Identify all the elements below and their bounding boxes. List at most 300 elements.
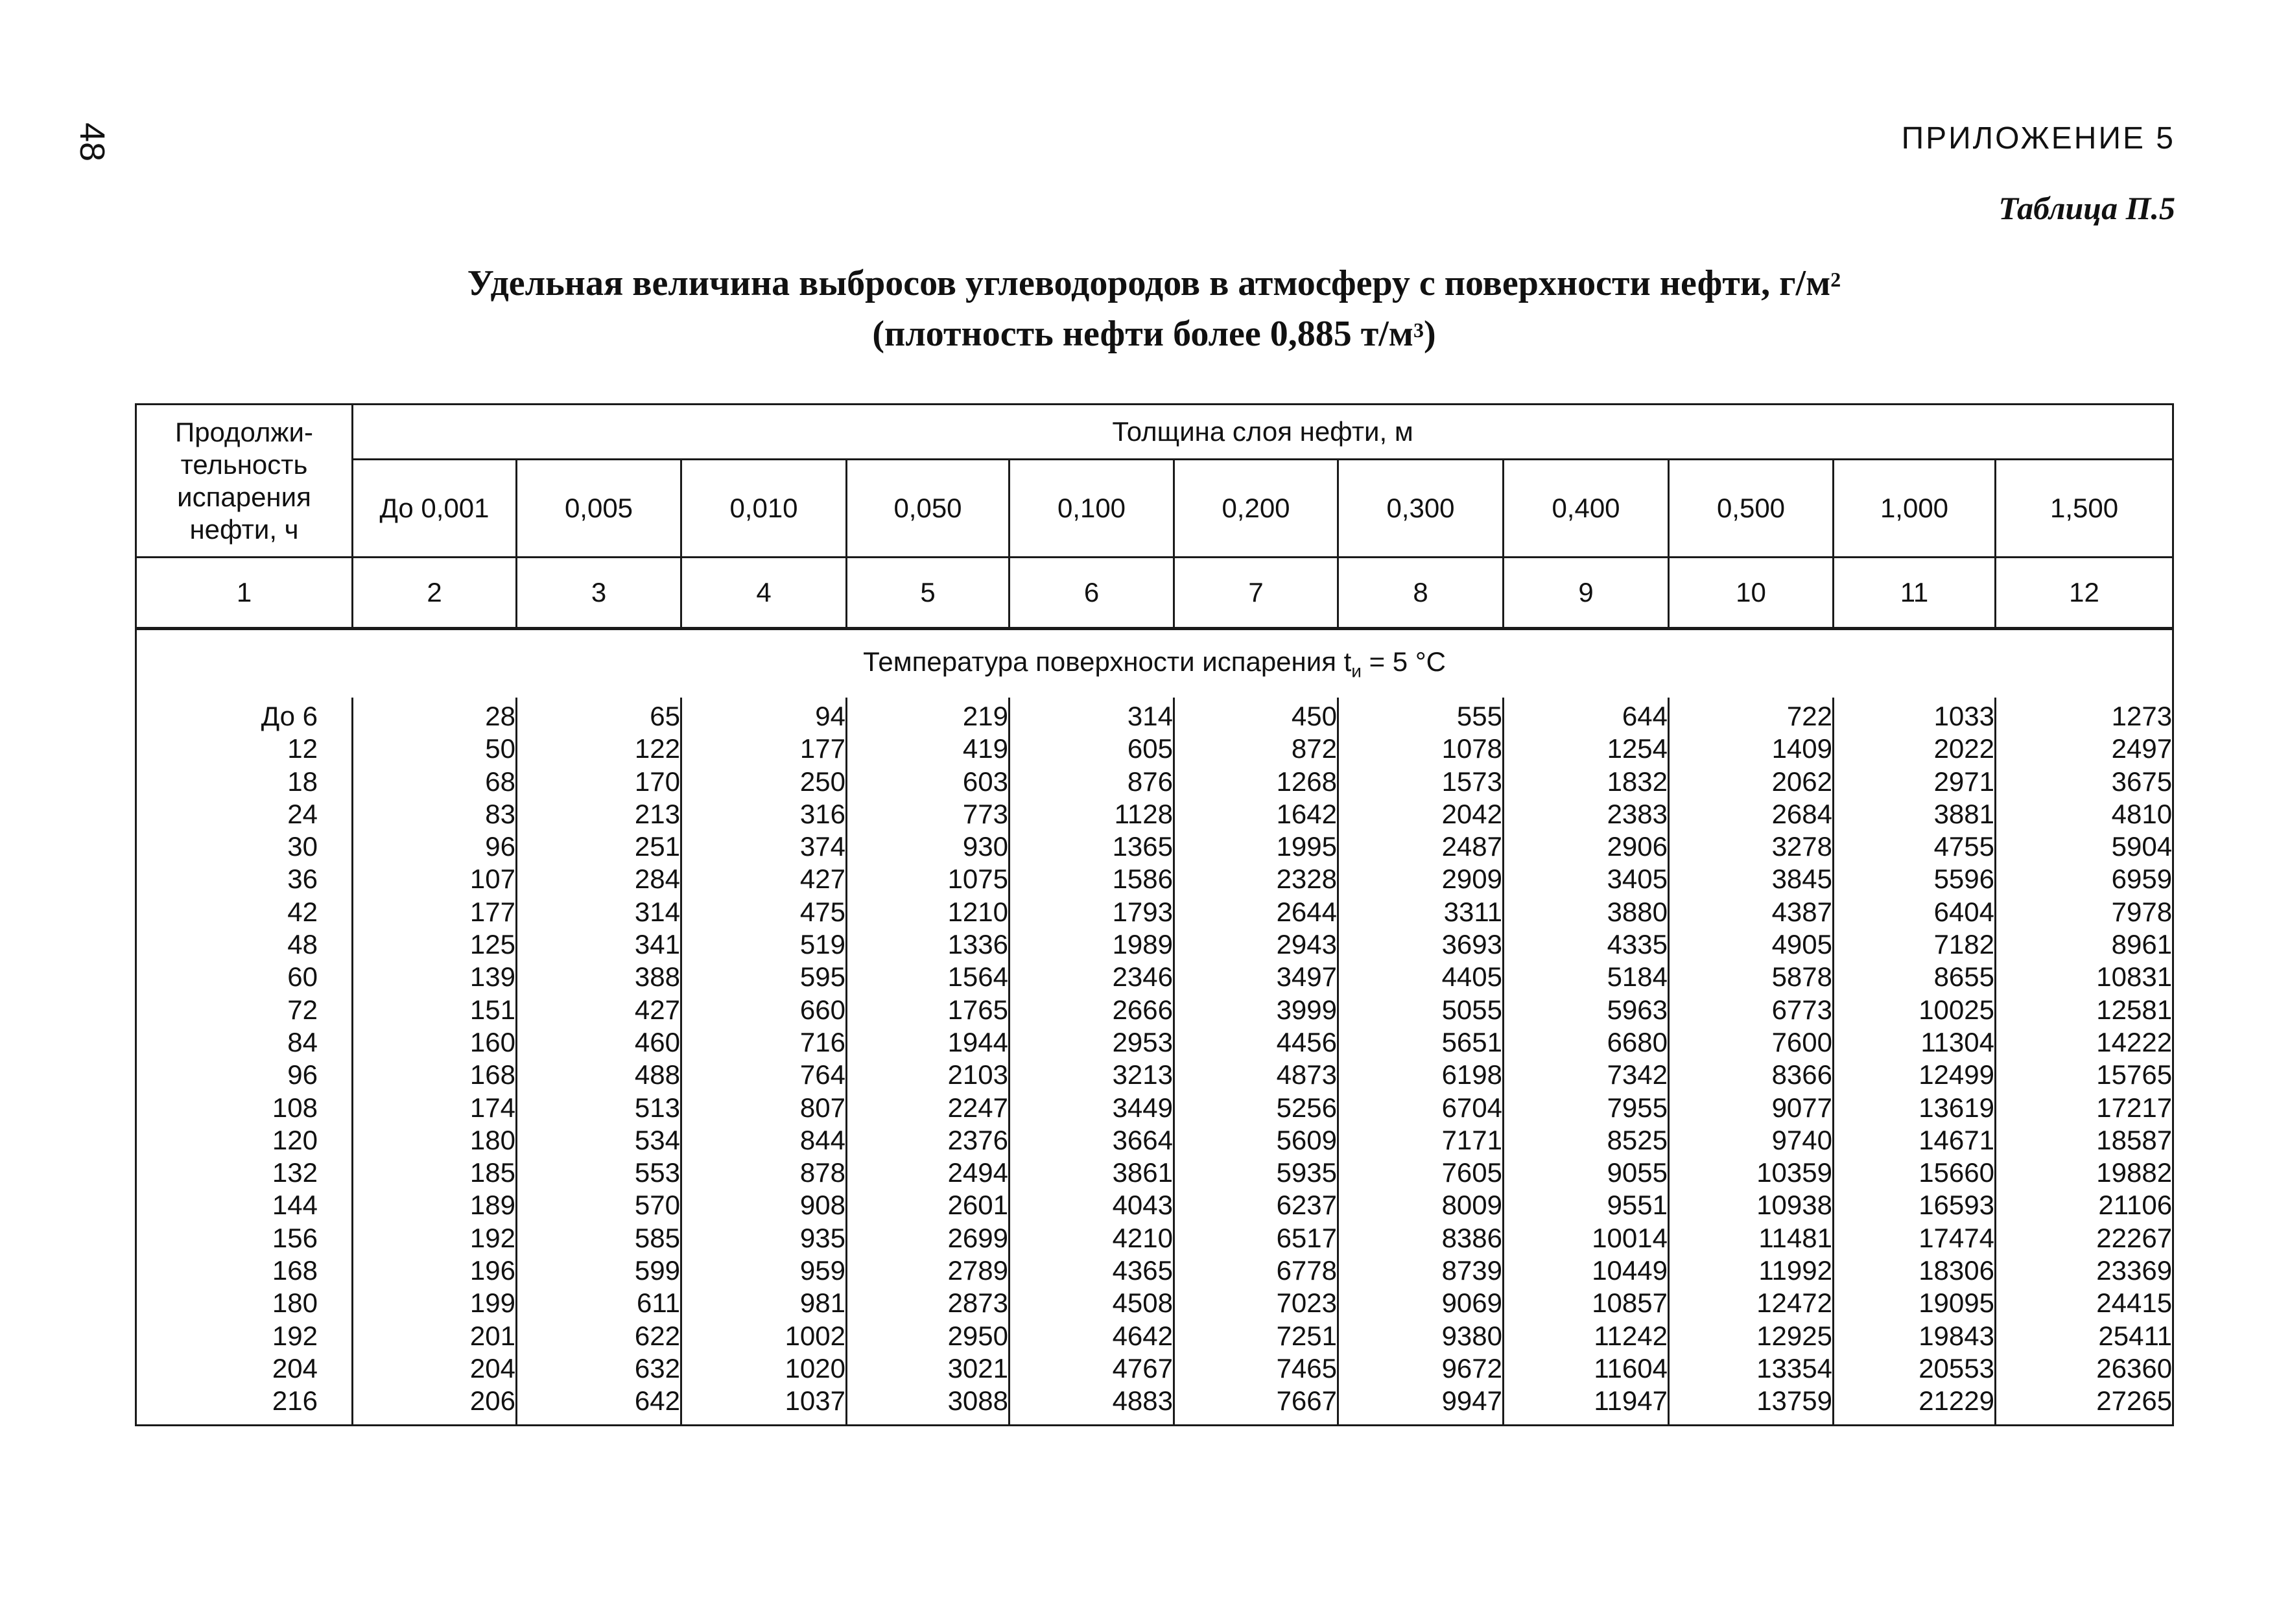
value-cell: 959 bbox=[681, 1254, 847, 1287]
value-cell: 250 bbox=[681, 766, 847, 798]
value-cell: 3497 bbox=[1174, 961, 1338, 993]
value-cell: 11992 bbox=[1669, 1254, 1834, 1287]
value-cell: 5963 bbox=[1504, 994, 1669, 1026]
value-cell: 844 bbox=[681, 1124, 847, 1157]
value-cell: 9672 bbox=[1338, 1352, 1504, 1385]
table-row bbox=[136, 1287, 2173, 1319]
value-cell: 2346 bbox=[1010, 961, 1174, 993]
value-cell: 9069 bbox=[1338, 1287, 1504, 1319]
value-cell: 4387 bbox=[1669, 896, 1834, 928]
value-cell: 2644 bbox=[1174, 896, 1338, 928]
value-cell: 9380 bbox=[1338, 1320, 1504, 1352]
table-row bbox=[136, 1320, 2173, 1352]
value-cell: 5878 bbox=[1669, 961, 1834, 993]
duration-cell: 84 bbox=[136, 1026, 353, 1059]
value-cell: 15765 bbox=[1996, 1059, 2173, 1091]
value-cell: 1586 bbox=[1010, 863, 1174, 895]
table-row bbox=[136, 766, 2173, 798]
value-cell: 1765 bbox=[847, 994, 1010, 1026]
value-cell: 7182 bbox=[1834, 928, 1996, 961]
thickness-header: 0,300 bbox=[1338, 460, 1504, 558]
value-cell: 10359 bbox=[1669, 1157, 1834, 1189]
value-cell: 6517 bbox=[1174, 1222, 1338, 1254]
value-cell: 2487 bbox=[1338, 830, 1504, 863]
value-cell: 876 bbox=[1010, 766, 1174, 798]
value-cell: 4043 bbox=[1010, 1189, 1174, 1221]
value-cell: 2383 bbox=[1504, 798, 1669, 830]
value-cell: 4508 bbox=[1010, 1287, 1174, 1319]
value-cell: 9947 bbox=[1338, 1385, 1504, 1425]
value-cell: 7600 bbox=[1669, 1026, 1834, 1059]
value-cell: 10857 bbox=[1504, 1287, 1669, 1319]
duration-cell: 156 bbox=[136, 1222, 353, 1254]
value-cell: 716 bbox=[681, 1026, 847, 1059]
value-cell: 28 bbox=[353, 698, 517, 733]
value-cell: 15660 bbox=[1834, 1157, 1996, 1189]
column-number: 9 bbox=[1504, 558, 1669, 629]
value-cell: 6237 bbox=[1174, 1189, 1338, 1221]
value-cell: 599 bbox=[517, 1254, 681, 1287]
value-cell: 2328 bbox=[1174, 863, 1338, 895]
value-cell: 878 bbox=[681, 1157, 847, 1189]
value-cell: 981 bbox=[681, 1287, 847, 1319]
value-cell: 201 bbox=[353, 1320, 517, 1352]
value-cell: 622 bbox=[517, 1320, 681, 1352]
duration-cell: 72 bbox=[136, 994, 353, 1026]
value-cell: 1365 bbox=[1010, 830, 1174, 863]
value-cell: 4365 bbox=[1010, 1254, 1174, 1287]
table-title bbox=[259, 258, 2049, 359]
duration-cell: До 6 bbox=[136, 698, 353, 733]
header-row-thickness bbox=[136, 460, 2173, 558]
value-cell: 7171 bbox=[1338, 1124, 1504, 1157]
thickness-group-header: Толщина слоя нефти, м bbox=[353, 405, 2173, 460]
value-cell: 427 bbox=[681, 863, 847, 895]
value-cell: 2497 bbox=[1996, 733, 2173, 765]
value-cell: 8386 bbox=[1338, 1222, 1504, 1254]
value-cell: 4642 bbox=[1010, 1320, 1174, 1352]
value-cell: 2042 bbox=[1338, 798, 1504, 830]
value-cell: 1944 bbox=[847, 1026, 1010, 1059]
value-cell: 1033 bbox=[1834, 698, 1996, 733]
value-cell: 3880 bbox=[1504, 896, 1669, 928]
value-cell: 1254 bbox=[1504, 733, 1669, 765]
value-cell: 18306 bbox=[1834, 1254, 1996, 1287]
value-cell: 17474 bbox=[1834, 1222, 1996, 1254]
column-number: 11 bbox=[1834, 558, 1996, 629]
duration-cell: 48 bbox=[136, 928, 353, 961]
value-cell: 314 bbox=[1010, 698, 1174, 733]
value-cell: 7667 bbox=[1174, 1385, 1338, 1425]
thickness-header: 1,500 bbox=[1996, 460, 2173, 558]
value-cell: 935 bbox=[681, 1222, 847, 1254]
value-cell: 10449 bbox=[1504, 1254, 1669, 1287]
value-cell: 12581 bbox=[1996, 994, 2173, 1026]
value-cell: 1409 bbox=[1669, 733, 1834, 765]
value-cell: 11304 bbox=[1834, 1026, 1996, 1059]
value-cell: 1989 bbox=[1010, 928, 1174, 961]
value-cell: 2789 bbox=[847, 1254, 1010, 1287]
value-cell: 3021 bbox=[847, 1352, 1010, 1385]
value-cell: 94 bbox=[681, 698, 847, 733]
value-cell: 341 bbox=[517, 928, 681, 961]
value-cell: 83 bbox=[353, 798, 517, 830]
value-cell: 14671 bbox=[1834, 1124, 1996, 1157]
value-cell: 1793 bbox=[1010, 896, 1174, 928]
value-cell: 8739 bbox=[1338, 1254, 1504, 1287]
value-cell: 2494 bbox=[847, 1157, 1010, 1189]
value-cell: 10014 bbox=[1504, 1222, 1669, 1254]
value-cell: 5184 bbox=[1504, 961, 1669, 993]
value-cell: 65 bbox=[517, 698, 681, 733]
value-cell: 8366 bbox=[1669, 1059, 1834, 1091]
value-cell: 585 bbox=[517, 1222, 681, 1254]
value-cell: 1075 bbox=[847, 863, 1010, 895]
value-cell: 2103 bbox=[847, 1059, 1010, 1091]
value-cell: 199 bbox=[353, 1287, 517, 1319]
value-cell: 13759 bbox=[1669, 1385, 1834, 1425]
value-cell: 7023 bbox=[1174, 1287, 1338, 1319]
value-cell: 2247 bbox=[847, 1092, 1010, 1124]
value-cell: 4335 bbox=[1504, 928, 1669, 961]
value-cell: 24415 bbox=[1996, 1287, 2173, 1319]
value-cell: 11242 bbox=[1504, 1320, 1669, 1352]
value-cell: 8009 bbox=[1338, 1189, 1504, 1221]
section-temperature-label bbox=[136, 629, 2173, 698]
thickness-header: 0,050 bbox=[847, 460, 1010, 558]
value-cell: 2953 bbox=[1010, 1026, 1174, 1059]
value-cell: 180 bbox=[353, 1124, 517, 1157]
table-row bbox=[136, 1385, 2173, 1425]
table-row bbox=[136, 733, 2173, 765]
duration-cell: 24 bbox=[136, 798, 353, 830]
table-row bbox=[136, 798, 2173, 830]
thickness-header: 1,000 bbox=[1834, 460, 1996, 558]
table-row bbox=[136, 863, 2173, 895]
value-cell: 2022 bbox=[1834, 733, 1996, 765]
value-cell: 4210 bbox=[1010, 1222, 1174, 1254]
value-cell: 1078 bbox=[1338, 733, 1504, 765]
title-line-2-end: ) bbox=[1423, 314, 1436, 354]
value-cell: 12925 bbox=[1669, 1320, 1834, 1352]
duration-cell: 192 bbox=[136, 1320, 353, 1352]
table-row bbox=[136, 1092, 2173, 1124]
value-cell: 3278 bbox=[1669, 830, 1834, 863]
duration-cell: 144 bbox=[136, 1189, 353, 1221]
value-cell: 50 bbox=[353, 733, 517, 765]
value-cell: 20553 bbox=[1834, 1352, 1996, 1385]
duration-cell: 12 bbox=[136, 733, 353, 765]
value-cell: 5651 bbox=[1338, 1026, 1504, 1059]
table-row bbox=[136, 1124, 2173, 1157]
value-cell: 605 bbox=[1010, 733, 1174, 765]
value-cell: 16593 bbox=[1834, 1189, 1996, 1221]
value-cell: 139 bbox=[353, 961, 517, 993]
value-cell: 3088 bbox=[847, 1385, 1010, 1425]
value-cell: 17217 bbox=[1996, 1092, 2173, 1124]
value-cell: 10025 bbox=[1834, 994, 1996, 1026]
value-cell: 177 bbox=[681, 733, 847, 765]
value-cell: 9740 bbox=[1669, 1124, 1834, 1157]
duration-cell: 108 bbox=[136, 1092, 353, 1124]
value-cell: 611 bbox=[517, 1287, 681, 1319]
value-cell: 872 bbox=[1174, 733, 1338, 765]
duration-cell: 60 bbox=[136, 961, 353, 993]
value-cell: 2971 bbox=[1834, 766, 1996, 798]
table-row bbox=[136, 698, 2173, 733]
value-cell: 930 bbox=[847, 830, 1010, 863]
value-cell: 11947 bbox=[1504, 1385, 1669, 1425]
value-cell: 18587 bbox=[1996, 1124, 2173, 1157]
column-number: 4 bbox=[681, 558, 847, 629]
value-cell: 5596 bbox=[1834, 863, 1996, 895]
value-cell: 2873 bbox=[847, 1287, 1010, 1319]
value-cell: 251 bbox=[517, 830, 681, 863]
table-row bbox=[136, 1222, 2173, 1254]
table-row bbox=[136, 1026, 2173, 1059]
value-cell: 427 bbox=[517, 994, 681, 1026]
column-number: 10 bbox=[1669, 558, 1834, 629]
value-cell: 10938 bbox=[1669, 1189, 1834, 1221]
value-cell: 9077 bbox=[1669, 1092, 1834, 1124]
value-cell: 3861 bbox=[1010, 1157, 1174, 1189]
value-cell: 6680 bbox=[1504, 1026, 1669, 1059]
header-row-group bbox=[136, 405, 2173, 460]
value-cell: 25411 bbox=[1996, 1320, 2173, 1352]
value-cell: 6198 bbox=[1338, 1059, 1504, 1091]
value-cell: 773 bbox=[847, 798, 1010, 830]
value-cell: 1273 bbox=[1996, 698, 2173, 733]
table-row bbox=[136, 830, 2173, 863]
value-cell: 5256 bbox=[1174, 1092, 1338, 1124]
value-cell: 460 bbox=[517, 1026, 681, 1059]
value-cell: 8655 bbox=[1834, 961, 1996, 993]
value-cell: 5904 bbox=[1996, 830, 2173, 863]
value-cell: 3675 bbox=[1996, 766, 2173, 798]
value-cell: 1832 bbox=[1504, 766, 1669, 798]
table-row bbox=[136, 896, 2173, 928]
value-cell: 722 bbox=[1669, 698, 1834, 733]
duration-cell: 96 bbox=[136, 1059, 353, 1091]
value-cell: 7465 bbox=[1174, 1352, 1338, 1385]
header-row-column-numbers bbox=[136, 558, 2173, 629]
column-number: 6 bbox=[1010, 558, 1174, 629]
value-cell: 22267 bbox=[1996, 1222, 2173, 1254]
table-row bbox=[136, 1189, 2173, 1221]
value-cell: 642 bbox=[517, 1385, 681, 1425]
column-number: 12 bbox=[1996, 558, 2173, 629]
duration-cell: 168 bbox=[136, 1254, 353, 1287]
table-row bbox=[136, 1059, 2173, 1091]
value-cell: 3693 bbox=[1338, 928, 1504, 961]
value-cell: 1573 bbox=[1338, 766, 1504, 798]
value-cell: 12472 bbox=[1669, 1287, 1834, 1319]
section-suffix: = 5 °С bbox=[1361, 646, 1446, 677]
value-cell: 2666 bbox=[1010, 994, 1174, 1026]
value-cell: 807 bbox=[681, 1092, 847, 1124]
value-cell: 1020 bbox=[681, 1352, 847, 1385]
value-cell: 8525 bbox=[1504, 1124, 1669, 1157]
value-cell: 374 bbox=[681, 830, 847, 863]
value-cell: 10831 bbox=[1996, 961, 2173, 993]
value-cell: 553 bbox=[517, 1157, 681, 1189]
title-line-2 bbox=[259, 309, 2049, 359]
value-cell: 206 bbox=[353, 1385, 517, 1425]
value-cell: 1210 bbox=[847, 896, 1010, 928]
column-number: 7 bbox=[1174, 558, 1338, 629]
value-cell: 1564 bbox=[847, 961, 1010, 993]
title-line-1-text: Удельная величина выбросов углеводородов в атмосферу с поверхности нефти, г/м bbox=[467, 263, 1831, 303]
table-row bbox=[136, 1254, 2173, 1287]
thickness-header: 0,100 bbox=[1010, 460, 1174, 558]
value-cell: 1037 bbox=[681, 1385, 847, 1425]
value-cell: 96 bbox=[353, 830, 517, 863]
value-cell: 908 bbox=[681, 1189, 847, 1221]
value-cell: 2943 bbox=[1174, 928, 1338, 961]
value-cell: 189 bbox=[353, 1189, 517, 1221]
duration-cell: 18 bbox=[136, 766, 353, 798]
value-cell: 160 bbox=[353, 1026, 517, 1059]
section-text: Температура поверхности испарения t bbox=[863, 646, 1352, 677]
column-number: 1 bbox=[136, 558, 353, 629]
value-cell: 8961 bbox=[1996, 928, 2173, 961]
value-cell: 2062 bbox=[1669, 766, 1834, 798]
appendix-heading: ПРИЛОЖЕНИЕ 5 bbox=[1901, 121, 2175, 156]
value-cell: 5055 bbox=[1338, 994, 1504, 1026]
emissions-table bbox=[135, 403, 2174, 1426]
value-cell: 4810 bbox=[1996, 798, 2173, 830]
value-cell: 1336 bbox=[847, 928, 1010, 961]
value-cell: 204 bbox=[353, 1352, 517, 1385]
duration-cell: 180 bbox=[136, 1287, 353, 1319]
value-cell: 3845 bbox=[1669, 863, 1834, 895]
duration-cell: 204 bbox=[136, 1352, 353, 1385]
column-number: 2 bbox=[353, 558, 517, 629]
duration-cell: 132 bbox=[136, 1157, 353, 1189]
value-cell: 7342 bbox=[1504, 1059, 1669, 1091]
value-cell: 3999 bbox=[1174, 994, 1338, 1026]
value-cell: 11481 bbox=[1669, 1222, 1834, 1254]
value-cell: 19843 bbox=[1834, 1320, 1996, 1352]
value-cell: 1995 bbox=[1174, 830, 1338, 863]
value-cell: 3881 bbox=[1834, 798, 1996, 830]
section-sub: и bbox=[1351, 661, 1362, 681]
value-cell: 21229 bbox=[1834, 1385, 1996, 1425]
duration-cell: 30 bbox=[136, 830, 353, 863]
value-cell: 27265 bbox=[1996, 1385, 2173, 1425]
value-cell: 3213 bbox=[1010, 1059, 1174, 1091]
value-cell: 26360 bbox=[1996, 1352, 2173, 1385]
value-cell: 7605 bbox=[1338, 1157, 1504, 1189]
thickness-header: До 0,001 bbox=[353, 460, 517, 558]
value-cell: 9055 bbox=[1504, 1157, 1669, 1189]
value-cell: 4873 bbox=[1174, 1059, 1338, 1091]
value-cell: 19882 bbox=[1996, 1157, 2173, 1189]
value-cell: 6404 bbox=[1834, 896, 1996, 928]
value-cell: 570 bbox=[517, 1189, 681, 1221]
value-cell: 177 bbox=[353, 896, 517, 928]
thickness-header: 0,005 bbox=[517, 460, 681, 558]
duration-cell: 42 bbox=[136, 896, 353, 928]
value-cell: 450 bbox=[1174, 698, 1338, 733]
value-cell: 660 bbox=[681, 994, 847, 1026]
value-cell: 192 bbox=[353, 1222, 517, 1254]
table-row bbox=[136, 928, 2173, 961]
value-cell: 388 bbox=[517, 961, 681, 993]
value-cell: 174 bbox=[353, 1092, 517, 1124]
value-cell: 644 bbox=[1504, 698, 1669, 733]
value-cell: 2699 bbox=[847, 1222, 1010, 1254]
value-cell: 107 bbox=[353, 863, 517, 895]
value-cell: 12499 bbox=[1834, 1059, 1996, 1091]
value-cell: 603 bbox=[847, 766, 1010, 798]
value-cell: 11604 bbox=[1504, 1352, 1669, 1385]
value-cell: 23369 bbox=[1996, 1254, 2173, 1287]
value-cell: 1268 bbox=[1174, 766, 1338, 798]
page-number: 48 bbox=[73, 122, 112, 162]
column-number: 8 bbox=[1338, 558, 1504, 629]
duration-cell: 120 bbox=[136, 1124, 353, 1157]
value-cell: 555 bbox=[1338, 698, 1504, 733]
title-line-1-sup: 2 bbox=[1830, 268, 1841, 291]
value-cell: 2376 bbox=[847, 1124, 1010, 1157]
value-cell: 488 bbox=[517, 1059, 681, 1091]
value-cell: 1128 bbox=[1010, 798, 1174, 830]
value-cell: 2909 bbox=[1338, 863, 1504, 895]
table-row bbox=[136, 994, 2173, 1026]
table-row bbox=[136, 1157, 2173, 1189]
value-cell: 168 bbox=[353, 1059, 517, 1091]
value-cell: 1002 bbox=[681, 1320, 847, 1352]
value-cell: 4405 bbox=[1338, 961, 1504, 993]
value-cell: 68 bbox=[353, 766, 517, 798]
value-cell: 6773 bbox=[1669, 994, 1834, 1026]
duration-cell: 216 bbox=[136, 1385, 353, 1425]
corner-header: Продолжи-тельность испарения нефти, ч bbox=[136, 405, 353, 558]
value-cell: 19095 bbox=[1834, 1287, 1996, 1319]
value-cell: 3449 bbox=[1010, 1092, 1174, 1124]
value-cell: 2906 bbox=[1504, 830, 1669, 863]
section-row bbox=[136, 629, 2173, 698]
value-cell: 1642 bbox=[1174, 798, 1338, 830]
value-cell: 6704 bbox=[1338, 1092, 1504, 1124]
value-cell: 4456 bbox=[1174, 1026, 1338, 1059]
value-cell: 4767 bbox=[1010, 1352, 1174, 1385]
value-cell: 6778 bbox=[1174, 1254, 1338, 1287]
value-cell: 419 bbox=[847, 733, 1010, 765]
value-cell: 219 bbox=[847, 698, 1010, 733]
value-cell: 185 bbox=[353, 1157, 517, 1189]
thickness-header: 0,500 bbox=[1669, 460, 1834, 558]
value-cell: 7978 bbox=[1996, 896, 2173, 928]
value-cell: 2684 bbox=[1669, 798, 1834, 830]
value-cell: 6959 bbox=[1996, 863, 2173, 895]
table-row bbox=[136, 961, 2173, 993]
value-cell: 2601 bbox=[847, 1189, 1010, 1221]
value-cell: 519 bbox=[681, 928, 847, 961]
column-number: 3 bbox=[517, 558, 681, 629]
value-cell: 475 bbox=[681, 896, 847, 928]
value-cell: 213 bbox=[517, 798, 681, 830]
value-cell: 595 bbox=[681, 961, 847, 993]
duration-cell: 36 bbox=[136, 863, 353, 895]
title-line-1 bbox=[259, 258, 2049, 309]
value-cell: 3664 bbox=[1010, 1124, 1174, 1157]
value-cell: 170 bbox=[517, 766, 681, 798]
value-cell: 513 bbox=[517, 1092, 681, 1124]
value-cell: 122 bbox=[517, 733, 681, 765]
title-line-2-sup: 3 bbox=[1413, 318, 1424, 342]
